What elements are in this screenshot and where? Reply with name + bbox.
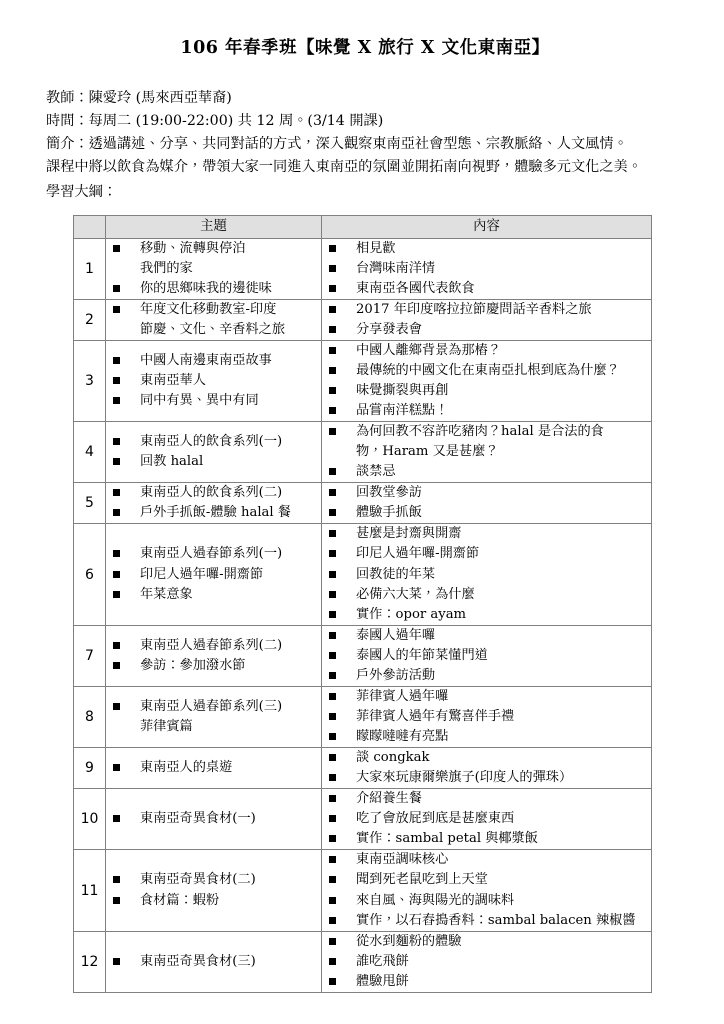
topic-item	[106, 697, 321, 717]
row-topic-cell	[106, 483, 322, 524]
content-item-label: 誰吃飛餅	[356, 953, 409, 969]
row-number: 12	[74, 931, 106, 992]
content-item	[322, 972, 651, 992]
content-item-label: 東南亞各國代表飲食	[356, 280, 475, 296]
square-bullet-icon	[329, 407, 336, 414]
table-row	[74, 340, 652, 421]
topic-list	[106, 809, 321, 829]
content-item-label: 中國人離鄉背景為那樁？	[356, 342, 502, 358]
square-bullet-icon	[329, 530, 336, 537]
square-bullet-icon	[329, 693, 336, 700]
topic-item-label: 回教 halal	[140, 454, 204, 470]
topic-item-label: 戶外手抓飯-體驗 halal 餐	[140, 505, 291, 521]
row-content-cell	[322, 299, 652, 340]
topic-item-label: 你的思鄉味我的邊徙味	[140, 280, 272, 296]
column-header-number	[74, 215, 106, 238]
topic-item	[106, 585, 321, 605]
topic-item	[106, 656, 321, 676]
square-bullet-icon	[113, 703, 120, 710]
content-item-label: 戶外參訪活動	[356, 667, 436, 683]
topic-item-label: 中國人南邊東南亞故事	[140, 352, 272, 368]
content-item	[322, 442, 651, 462]
square-bullet-icon	[329, 713, 336, 720]
row-number: 6	[74, 524, 106, 625]
content-item	[322, 932, 651, 952]
content-list	[322, 789, 651, 849]
square-bullet-icon	[329, 611, 336, 618]
table-header-row	[74, 215, 652, 238]
table-row	[74, 850, 652, 931]
content-item-label: 印尼人過年囉-開齋節	[356, 546, 480, 562]
row-content-cell	[322, 625, 652, 686]
content-item-label: 2017 年印度喀拉拉節慶問話辛香料之旅	[356, 301, 592, 317]
row-topic-cell	[106, 625, 322, 686]
content-item	[322, 381, 651, 401]
content-item	[322, 422, 651, 442]
square-bullet-icon	[113, 591, 120, 598]
content-list	[322, 524, 651, 624]
content-item-label: 從水到麵粉的體驗	[356, 933, 462, 949]
topic-item	[106, 717, 321, 737]
square-bullet-icon	[329, 733, 336, 740]
topic-list	[106, 351, 321, 411]
row-topic-cell	[106, 340, 322, 421]
square-bullet-icon	[329, 509, 336, 516]
meta-outline-label: 學習大綱：	[46, 183, 117, 200]
content-item	[322, 809, 651, 829]
content-item	[322, 952, 651, 972]
square-bullet-icon	[113, 642, 120, 649]
content-item	[322, 279, 651, 299]
content-item	[322, 585, 651, 605]
square-bullet-icon	[329, 347, 336, 354]
square-bullet-icon	[113, 958, 120, 965]
topic-item	[106, 870, 321, 890]
row-content-cell	[322, 931, 652, 992]
topic-list	[106, 870, 321, 910]
topic-item	[106, 432, 321, 452]
page-title: 106 年春季班【味覺 X 旅行 X 文化東南亞】	[180, 38, 550, 58]
table-row	[74, 299, 652, 340]
topic-item	[106, 636, 321, 656]
topic-item	[106, 758, 321, 778]
topic-item-label: 東南亞人的飲食系列(二)	[140, 485, 283, 501]
row-number: 8	[74, 686, 106, 747]
topic-item-label: 東南亞人過春節系列(二)	[140, 637, 283, 653]
topic-item-label: 東南亞華人	[140, 372, 206, 388]
row-number: 4	[74, 422, 106, 483]
table-row	[74, 686, 652, 747]
square-bullet-icon	[113, 357, 120, 364]
square-bullet-icon	[113, 764, 120, 771]
row-content-cell	[322, 524, 652, 625]
content-item-label: 最傳統的中國文化在東南亞扎根到底為什麼？	[356, 362, 620, 378]
content-item-label: 分享發表會	[356, 321, 422, 337]
content-list	[322, 687, 651, 747]
topic-item	[106, 320, 321, 340]
square-bullet-icon	[329, 468, 336, 475]
square-bullet-icon	[329, 835, 336, 842]
course-meta	[46, 87, 684, 204]
content-item-label: 相見歡	[356, 240, 396, 256]
content-item-label: 味覺撕裂與再創	[356, 382, 449, 398]
topic-item-label: 印尼人過年囉-開齋節	[140, 566, 264, 582]
square-bullet-icon	[329, 387, 336, 394]
topic-item	[106, 351, 321, 371]
square-bullet-icon	[329, 876, 336, 883]
content-item	[322, 462, 651, 482]
row-number: 7	[74, 625, 106, 686]
content-item-label: 泰國人的年節菜懂門道	[356, 647, 488, 663]
square-bullet-icon	[113, 245, 120, 252]
topic-list	[106, 239, 321, 299]
content-item	[322, 341, 651, 361]
content-item	[322, 707, 651, 727]
content-item	[322, 544, 651, 564]
row-number: 3	[74, 340, 106, 421]
table-row	[74, 931, 652, 992]
table-row	[74, 524, 652, 625]
topic-item	[106, 371, 321, 391]
column-header-content: 內容	[322, 215, 652, 238]
row-topic-cell	[106, 299, 322, 340]
topic-item-label: 我們的家	[140, 260, 193, 276]
topic-item	[106, 239, 321, 259]
content-item-label: 菲律賓人過年囉	[356, 688, 449, 704]
square-bullet-icon	[329, 571, 336, 578]
content-item-label: 為何回教不容許吃豬肉？halal 是合法的食	[356, 424, 604, 440]
square-bullet-icon	[329, 632, 336, 639]
content-list	[322, 239, 651, 299]
row-content-cell	[322, 789, 652, 850]
content-item-label: 矇矇噠噠有亮點	[356, 729, 449, 744]
content-list	[322, 850, 651, 930]
topic-list	[106, 544, 321, 604]
square-bullet-icon	[113, 438, 120, 445]
content-item-label: 談禁忌	[356, 464, 396, 480]
topic-item-label: 移動、流轉與停泊	[140, 240, 246, 256]
square-bullet-icon	[329, 265, 336, 272]
content-item-label: 聞到死老鼠吃到上天堂	[356, 872, 488, 888]
square-bullet-icon	[329, 754, 336, 761]
square-bullet-icon	[329, 795, 336, 802]
content-item	[322, 483, 651, 503]
square-bullet-icon	[329, 978, 336, 985]
square-bullet-icon	[329, 367, 336, 374]
content-item	[322, 605, 651, 625]
content-item-label: 台灣味南洋情	[356, 260, 436, 276]
topic-item-label: 菲律賓篇	[140, 718, 193, 734]
table-row	[74, 422, 652, 483]
topic-item-label: 東南亞奇異食材(三)	[140, 953, 256, 969]
row-number: 11	[74, 850, 106, 931]
square-bullet-icon	[113, 509, 120, 516]
square-bullet-icon	[329, 815, 336, 822]
square-bullet-icon	[329, 285, 336, 292]
topic-item	[106, 391, 321, 411]
topic-item	[106, 300, 321, 320]
topic-list	[106, 758, 321, 778]
row-content-cell	[322, 483, 652, 524]
topic-item	[106, 952, 321, 972]
table-row	[74, 625, 652, 686]
content-item	[322, 361, 651, 381]
square-bullet-icon	[329, 672, 336, 679]
syllabus-table-body	[74, 238, 652, 992]
meta-time: 時間：每周二 (19:00-22:00) 共 12 周。(3/14 開課)	[46, 112, 384, 129]
content-item-label: 回教堂參訪	[356, 485, 422, 501]
content-item	[322, 891, 651, 911]
content-item	[322, 320, 651, 340]
content-item-label: 實作：sambal petal 與椰漿飯	[356, 831, 538, 847]
square-bullet-icon	[113, 397, 120, 404]
content-item-label: 介紹養生餐	[356, 791, 422, 807]
square-bullet-icon	[113, 876, 120, 883]
topic-item-label: 東南亞人的飲食系列(一)	[140, 434, 283, 450]
topic-item	[106, 503, 321, 523]
topic-item	[106, 565, 321, 585]
topic-item-label: 參訪：參加潑水節	[140, 657, 246, 673]
topic-item-label: 同中有異、異中有同	[140, 392, 259, 408]
content-list	[322, 422, 651, 482]
square-bullet-icon	[329, 938, 336, 945]
row-content-cell	[322, 422, 652, 483]
content-item-label: 泰國人過年囉	[356, 627, 436, 643]
content-list	[322, 626, 651, 686]
row-topic-cell	[106, 748, 322, 789]
row-topic-cell	[106, 931, 322, 992]
row-content-cell	[322, 686, 652, 747]
topic-list	[106, 483, 321, 523]
row-content-cell	[322, 340, 652, 421]
content-item-label: 菲律賓人過年有驚喜伴手禮	[356, 708, 515, 724]
square-bullet-icon	[329, 897, 336, 904]
topic-item	[106, 544, 321, 564]
content-item	[322, 626, 651, 646]
row-topic-cell	[106, 686, 322, 747]
content-item-label: 回教徒的年菜	[356, 566, 436, 582]
square-bullet-icon	[113, 377, 120, 384]
topic-list	[106, 636, 321, 676]
topic-list	[106, 432, 321, 472]
content-item	[322, 565, 651, 585]
square-bullet-icon	[113, 285, 120, 292]
content-list	[322, 300, 651, 340]
square-bullet-icon	[113, 815, 120, 822]
content-list	[322, 341, 651, 421]
square-bullet-icon	[113, 550, 120, 557]
topic-item-label: 東南亞奇異食材(二)	[140, 872, 256, 888]
row-content-cell	[322, 748, 652, 789]
meta-intro-line1: 簡介：透過講述、分享、共同對話的方式，深入觀察東南亞社會型態、宗教脈絡、人文風情。	[46, 135, 628, 152]
row-number: 9	[74, 748, 106, 789]
row-topic-cell	[106, 238, 322, 299]
table-row	[74, 238, 652, 299]
topic-item-label: 東南亞奇異食材(一)	[140, 811, 256, 827]
content-item-label: 甚麼是封齋與開齋	[356, 526, 462, 542]
row-number: 1	[74, 238, 106, 299]
content-item-label: 體驗甩餅	[356, 973, 409, 989]
content-item	[322, 870, 651, 890]
content-item	[322, 850, 651, 870]
content-item	[322, 503, 651, 523]
topic-item-label: 節慶、文化、辛香料之旅	[140, 321, 286, 337]
row-number: 10	[74, 789, 106, 850]
content-item-label: 必備六大菜，為什麼	[356, 586, 475, 602]
square-bullet-icon	[329, 917, 336, 924]
topic-item	[106, 259, 321, 279]
table-row	[74, 748, 652, 789]
content-item-label: 來自風、海與陽光的調味料	[356, 892, 515, 908]
square-bullet-icon	[113, 306, 120, 313]
content-list	[322, 932, 651, 992]
content-item	[322, 401, 651, 421]
square-bullet-icon	[329, 489, 336, 496]
topic-list	[106, 300, 321, 340]
content-item-label: 大家來玩康爾樂旗子(印度人的彈珠）	[356, 770, 573, 786]
square-bullet-icon	[329, 428, 336, 435]
content-item	[322, 789, 651, 809]
content-item	[322, 911, 651, 931]
row-topic-cell	[106, 422, 322, 483]
content-item	[322, 829, 651, 849]
topic-item	[106, 809, 321, 829]
content-item	[322, 727, 651, 747]
content-item	[322, 524, 651, 544]
content-item	[322, 666, 651, 686]
square-bullet-icon	[113, 662, 120, 669]
square-bullet-icon	[113, 458, 120, 465]
meta-intro-line2: 課程中將以飲食為媒介，帶領大家一同進入東南亞的氛圍並開拓南向視野，體驗多元文化之美。	[46, 158, 642, 175]
content-item	[322, 768, 651, 788]
topic-item	[106, 483, 321, 503]
square-bullet-icon	[329, 774, 336, 781]
topic-item-label: 年菜意象	[140, 586, 193, 602]
square-bullet-icon	[329, 652, 336, 659]
topic-item	[106, 891, 321, 911]
topic-item	[106, 279, 321, 299]
content-item-label: 東南亞調味核心	[356, 852, 449, 868]
content-item-label: 吃了會放屁到底是甚麼東西	[356, 811, 515, 827]
square-bullet-icon	[329, 306, 336, 313]
topic-item-label: 東南亞人過春節系列(一)	[140, 546, 283, 562]
square-bullet-icon	[329, 326, 336, 333]
square-bullet-icon	[329, 245, 336, 252]
content-item-label: 談 congkak	[356, 750, 430, 766]
content-list	[322, 483, 651, 523]
square-bullet-icon	[329, 856, 336, 863]
table-row	[74, 789, 652, 850]
row-topic-cell	[106, 850, 322, 931]
square-bullet-icon	[113, 571, 120, 578]
content-item	[322, 300, 651, 320]
topic-list	[106, 952, 321, 972]
content-item-label: 體驗手抓飯	[356, 505, 422, 521]
syllabus-table	[73, 215, 652, 993]
square-bullet-icon	[113, 897, 120, 904]
topic-item-label: 東南亞人的桌遊	[140, 760, 233, 776]
topic-list	[106, 697, 321, 737]
content-item-label: 實作：opor ayam	[356, 606, 467, 622]
content-item	[322, 748, 651, 768]
row-number: 5	[74, 483, 106, 524]
square-bullet-icon	[329, 958, 336, 965]
square-bullet-icon	[329, 591, 336, 598]
content-item-label: 實作，以石舂搗香料：sambal balacen 辣椒醬	[356, 912, 636, 928]
row-number: 2	[74, 299, 106, 340]
row-content-cell	[322, 850, 652, 931]
topic-item-label: 東南亞人過春節系列(三)	[140, 698, 283, 714]
column-header-topic: 主題	[106, 215, 322, 238]
topic-item-label: 年度文化移動教室-印度	[140, 301, 277, 317]
content-item	[322, 239, 651, 259]
square-bullet-icon	[113, 489, 120, 496]
square-bullet-icon	[329, 550, 336, 557]
content-list	[322, 748, 651, 788]
content-item	[322, 259, 651, 279]
content-item	[322, 687, 651, 707]
topic-item-label: 食材篇：蝦粉	[140, 892, 220, 908]
row-content-cell	[322, 238, 652, 299]
meta-teacher: 教師：陳愛玲 (馬來西亞華裔)	[46, 89, 232, 106]
table-row	[74, 483, 652, 524]
content-item-label: 物，Haram 又是甚麼？	[356, 444, 499, 460]
content-item	[322, 646, 651, 666]
topic-item	[106, 452, 321, 472]
row-topic-cell	[106, 789, 322, 850]
content-item-label: 品嘗南洋糕點！	[356, 403, 449, 418]
row-topic-cell	[106, 524, 322, 625]
